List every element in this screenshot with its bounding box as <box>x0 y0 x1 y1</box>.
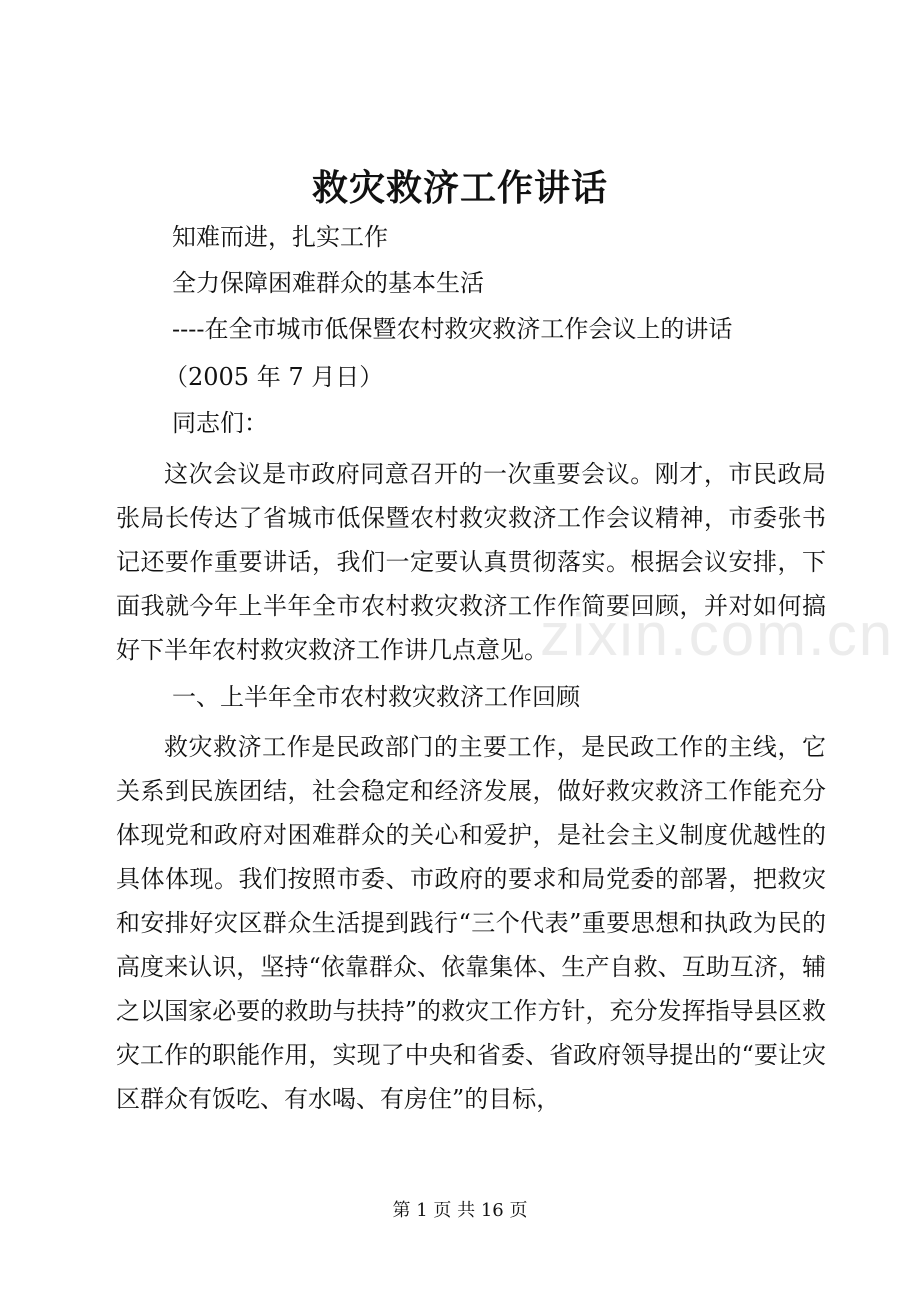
page-footer: 第 1 页 共 16 页 <box>392 1200 528 1221</box>
subtitle-line-2: 全力保障困难群众的基本生活 <box>172 269 484 297</box>
speech-date: （2005 年 7 月日） <box>164 363 384 391</box>
document-title: 救灾救济工作讲话 <box>311 167 608 209</box>
paragraph-intro: 这次会议是市政府同意召开的一次重要会议。刚才，市民政局张局长传达了省城市低保暨农村救灾救济工作会议精神，市委张书记还要作重要讲话，我们一定要认真贯彻落实。根据会议安排，下面我就今年上半年全市农村救灾救济工作作简要回顾，并对如何搞好下半年农村救灾救济工作讲几点意见。 <box>116 460 826 664</box>
subtitle-line-3: ----在全市城市低保暨农村救灾救济工作会议上的讲话 <box>172 315 733 343</box>
watermark: zixin.com.cn <box>540 601 895 668</box>
salutation: 同志们： <box>172 409 268 437</box>
subtitle-line-1: 知难而进，扎实工作 <box>172 223 388 251</box>
paragraph-review: 救灾救济工作是民政部门的主要工作，是民政工作的主线，它关系到民族团结，社会稳定和经济发展，做好救灾救济工作能充分体现党和政府对困难群众的关心和爱护，是社会主义制度优越性的具体体现。我们按照市委、市政府的要求和局党委的部署，把救灾和安排好灾区群众生活提到践行“三个代表”重要思想和执政为民的高度来认识，坚持“依靠群众、依靠集体、生产自救、互助互济，辅之以国家必要的救助与扶持”的救灾工作方针，充分发挥指导县区救灾工作的职能作用，实现了中央和省委、省政府领导提出的“要让灾区群众有饭吃、有水喝、有房住”的目标， <box>116 733 826 1113</box>
section-heading-1: 一、上半年全市农村救灾救济工作回顾 <box>172 683 580 711</box>
